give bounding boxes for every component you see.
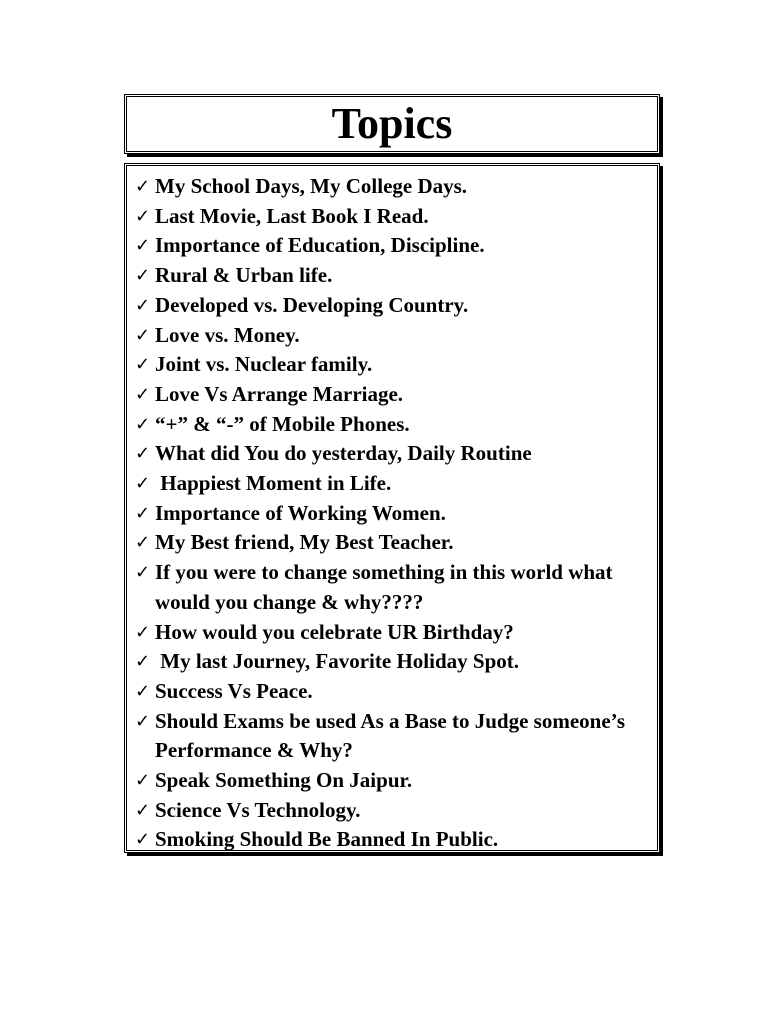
list-item	[135, 202, 657, 232]
checkmark-icon: ✓	[135, 710, 151, 732]
checkmark-icon: ✓	[135, 562, 151, 584]
list-item	[135, 528, 657, 558]
topic-text: Should Exams be used As a Base to Judge someone’s Performance & Why?	[155, 708, 631, 763]
list-item	[135, 172, 657, 202]
topic-text: Importance of Education, Discipline.	[155, 233, 485, 258]
list-item	[135, 410, 657, 440]
list-item	[135, 618, 657, 648]
topic-text: Speak Something On Jaipur.	[155, 768, 413, 793]
checkmark-icon: ✓	[135, 799, 151, 821]
checkmark-icon: ✓	[135, 443, 151, 465]
list-item	[135, 796, 657, 826]
topic-text: What did You do yesterday, Daily Routine	[155, 441, 532, 466]
topic-text: Rural & Urban life.	[155, 263, 333, 288]
checkmark-icon: ✓	[135, 265, 151, 287]
checkmark-icon: ✓	[135, 621, 151, 643]
list-item	[135, 439, 657, 469]
page-title: Topics	[331, 99, 453, 148]
topic-text: My last Journey, Favorite Holiday Spot.	[155, 649, 519, 674]
topic-text: My Best friend, My Best Teacher.	[155, 530, 454, 555]
list-item	[135, 707, 657, 766]
topic-list	[135, 172, 657, 855]
checkmark-icon: ✓	[135, 413, 151, 435]
list-item	[135, 321, 657, 351]
list-item	[135, 677, 657, 707]
topics-box	[124, 163, 660, 853]
topic-text: Last Movie, Last Book I Read.	[155, 203, 429, 228]
topic-text: Joint vs. Nuclear family.	[155, 352, 373, 377]
checkmark-icon: ✓	[135, 235, 151, 257]
topic-text: Happiest Moment in Life.	[155, 471, 392, 496]
checkmark-icon: ✓	[135, 294, 151, 316]
list-item	[135, 766, 657, 796]
title-box	[124, 94, 660, 154]
list-item	[135, 499, 657, 529]
checkmark-icon: ✓	[135, 651, 151, 673]
topic-text: Smoking Should Be Banned In Public.	[155, 827, 499, 852]
topic-text: Love Vs Arrange Marriage.	[155, 381, 404, 406]
checkmark-icon: ✓	[135, 502, 151, 524]
checkmark-icon: ✓	[135, 354, 151, 376]
list-item	[135, 380, 657, 410]
topic-text: Science Vs Technology.	[155, 797, 361, 822]
list-item	[135, 825, 657, 855]
topic-text: Love vs. Money.	[155, 322, 300, 347]
list-item	[135, 647, 657, 677]
topic-text: Importance of Working Women.	[155, 500, 446, 525]
checkmark-icon: ✓	[135, 176, 151, 197]
checkmark-icon: ✓	[135, 532, 151, 554]
topic-text: Success Vs Peace.	[155, 678, 313, 703]
list-item	[135, 261, 657, 291]
list-item	[135, 469, 657, 499]
list-item	[135, 291, 657, 321]
topic-text: How would you celebrate UR Birthday?	[155, 619, 514, 644]
checkmark-icon: ✓	[135, 383, 151, 405]
list-item	[135, 231, 657, 261]
checkmark-icon: ✓	[135, 829, 151, 851]
checkmark-icon: ✓	[135, 680, 151, 702]
topic-text: Developed vs. Developing Country.	[155, 292, 469, 317]
topic-text: “+” & “-” of Mobile Phones.	[155, 411, 410, 436]
checkmark-icon: ✓	[135, 324, 151, 346]
topic-text: My School Days, My College Days.	[155, 174, 468, 198]
checkmark-icon: ✓	[135, 205, 151, 227]
list-item	[135, 558, 657, 617]
topic-text: If you were to change something in this world what would you change & why????	[155, 560, 618, 614]
list-item	[135, 350, 657, 380]
checkmark-icon: ✓	[135, 770, 151, 792]
checkmark-icon: ✓	[135, 473, 151, 495]
